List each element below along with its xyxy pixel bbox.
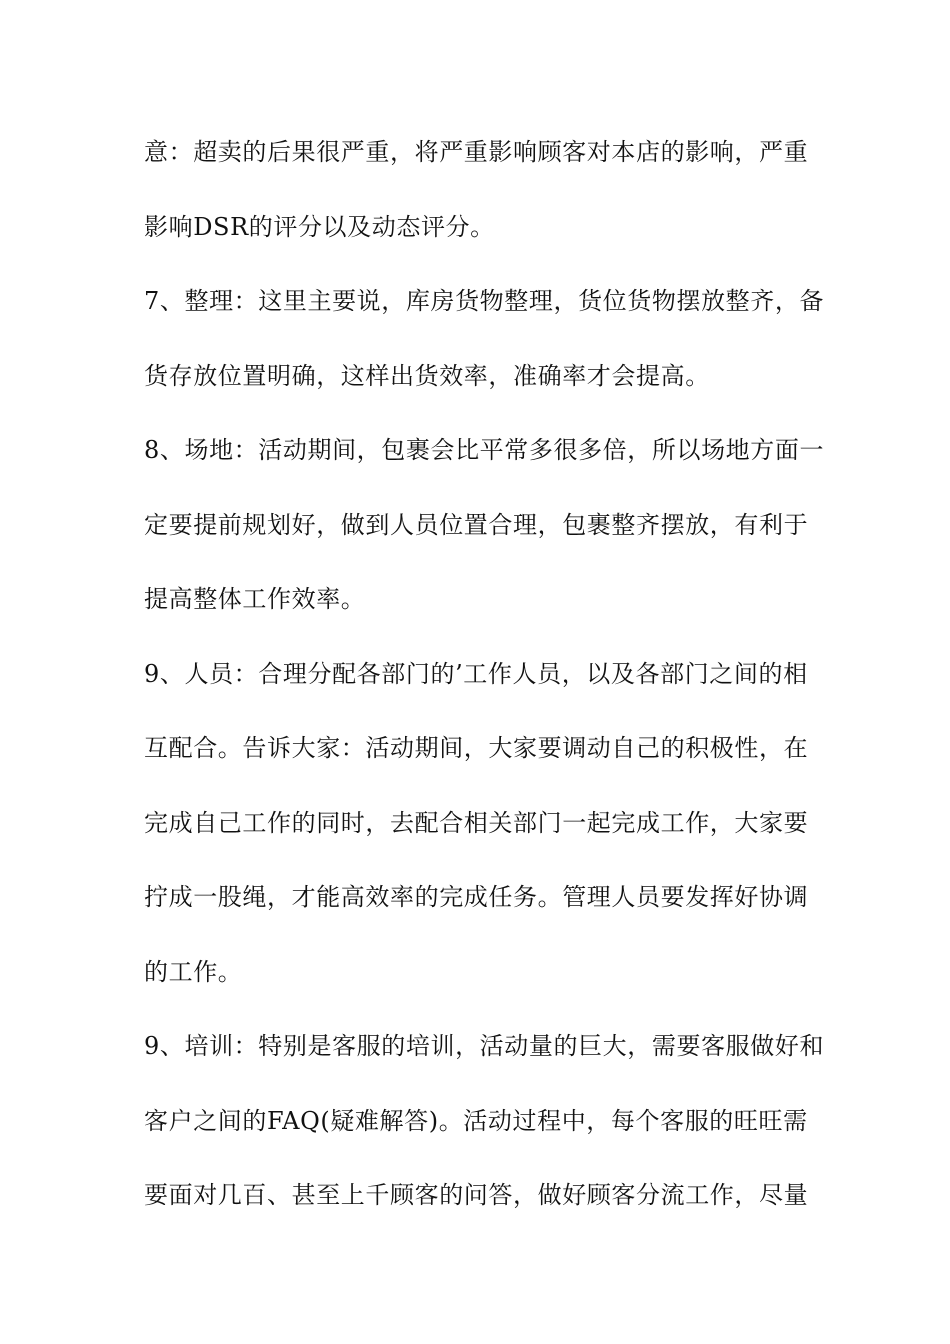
text-line: 要面对几百、甚至上千顾客的问答，做好顾客分流工作，尽量 bbox=[144, 1181, 809, 1209]
text-line: 拧成一股绳，才能高效率的完成任务。管理人员要发挥好协调 bbox=[144, 883, 809, 911]
text-line: 影响DSR的评分以及动态评分。 bbox=[144, 212, 495, 241]
text-line: 客户之间的FAQ(疑难解答)。活动过程中，每个客服的旺旺需 bbox=[144, 1106, 808, 1135]
text-line: 意：超卖的后果很严重，将严重影响顾客对本店的影响，严重 bbox=[144, 138, 809, 166]
text-line: 9、人员：合理分配各部门的’工作人员，以及各部门之间的相 bbox=[144, 659, 808, 688]
document-body bbox=[144, 122, 825, 1240]
text-line: 7、整理：这里主要说，库房货物整理，货位货物摆放整齐，备 bbox=[144, 287, 825, 315]
text-line: 定要提前规划好，做到人员位置合理，包裹整齐摆放，有利于 bbox=[144, 510, 809, 539]
text-line: 完成自己工作的同时，去配合相关部门一起完成工作，大家要 bbox=[144, 808, 809, 837]
text-line: 提高整体工作效率。 bbox=[144, 585, 366, 613]
text-line: 8、场地：活动期间，包裹会比平常多很多倍，所以场地方面一 bbox=[144, 436, 825, 464]
text-line: 的工作。 bbox=[144, 957, 243, 986]
text-line: 9、培训：特别是客服的培训，活动量的巨大，需要客服做好和 bbox=[144, 1032, 825, 1060]
text-line: 货存放位置明确，这样出货效率，准确率才会提高。 bbox=[144, 361, 710, 390]
text-line: 互配合。告诉大家：活动期间，大家要调动自己的积极性，在 bbox=[144, 734, 809, 762]
